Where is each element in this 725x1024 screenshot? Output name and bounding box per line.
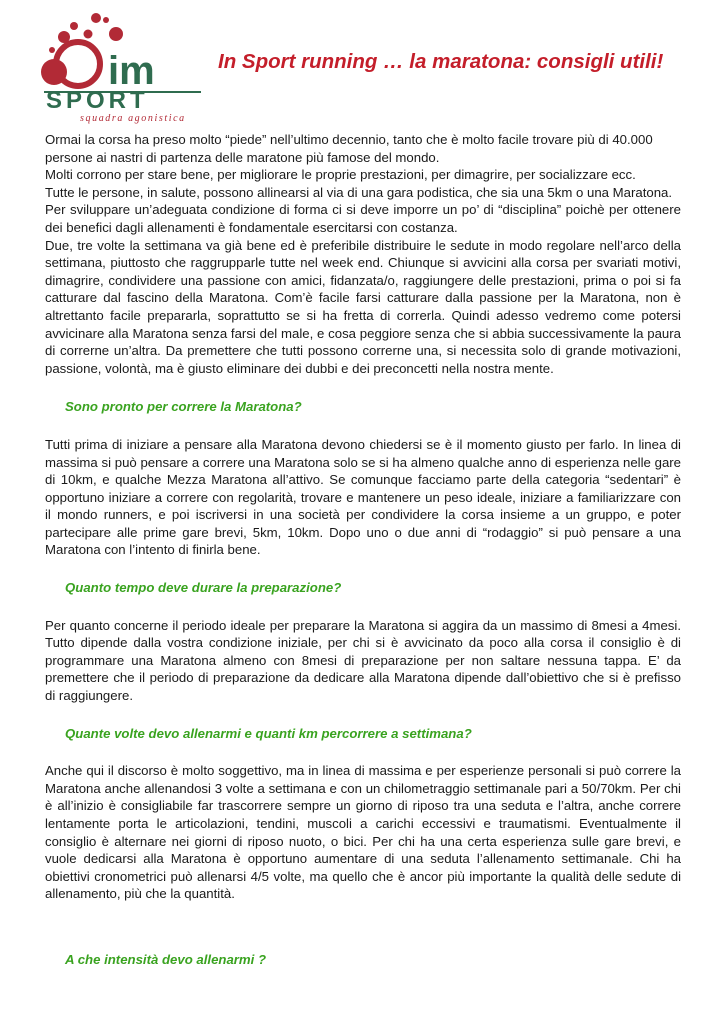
- logo-bubble: [84, 30, 93, 39]
- intro-paragraph: Tutte le persone, in salute, possono allinearsi al via di una gara podistica, che sia una 5km o una Maratona.: [45, 184, 673, 200]
- document-title: In Sport running … la maratona: consigli utili!: [218, 50, 664, 73]
- section-body: Tutti prima di iniziare a pensare alla Maratona devono chiedersi se è il momento giusto per farlo. In linea di massima si può pensare a correre una Maratona solo se si ha almeno qualche anno di esperienza nelle gare di 10km, e qualche Mezza Maratona all’attivo. Se comunque facciamo parte della categoria “sedentari” è opportuno iniziare a correre con regolarità, trovare e mantenere un peso ideale, iniziare a familiarizzare con il mondo runners, e poi iscriversi in una società per condividere la corsa insieme a un gruppo, e poter partecipare alle prime gare brevi, 5km, 10km. Dopo uno o due anni di “rodaggio” si può pensare a una Maratona con l’intento di finirla bene.: [45, 436, 681, 558]
- document-body: [45, 131, 681, 969]
- logo-text-sport: SPORT: [46, 87, 149, 114]
- logo-bubble: [103, 17, 109, 23]
- section-heading: A che intensità devo allenarmi ?: [65, 951, 267, 967]
- im-sport-logo: [36, 12, 206, 124]
- intro-paragraph: Per sviluppare un’adeguata condizione di forma ci si deve imporre un po’ di “disciplina” poichè per ottenere dei benefici dagli allenamenti è fondamentale esercitarsi con costanza.: [45, 202, 681, 235]
- section-body: Anche qui il discorso è molto soggettivo, ma in linea di massima e per esperienze personali si può correre la Maratona anche allenandosi 3 volte a settimana e con un chilometraggio settimanale pari a 50/70km. Per chi è all’inizio è consigliabile far trascorrere sempre un giorno di riposo tra una seduta e l’altra, anche correre lentamente porta le articolazioni, tendini, muscoli a carichi eccessivi e traumatismi. Eventualmente il consiglio è alternare nei giorni di riposo nuoto, o bici. Per chi ha una certa esperienza sulle gare brevi, e vuole dedicarsi alla Maratona è opportuno aumentare di una seduta l’allenamento settimanale. Chi ha obiettivi cronometrici può allenarsi 4/5 volte, ma quello che è ancor più importante la qualità delle sedute di allenamento, più che la quantità.: [45, 763, 681, 902]
- intro-paragraph: Due, tre volte la settimana va già bene ed è preferibile distribuire le sedute in modo regolare nell’arco della settimana, piuttosto che raggrupparle tutte nel week end. Chiunque si avvicini alla corsa per svariati motivi, dimagrire, condividere una passione con amici, fidanzata/o, raggiungere delle prestazioni, prima o poi si fa catturare dal fascino della Maratona. Com’è facile farsi catturare dalla passione per la Maratona, non è altrettanto facile prepararla, soprattutto se si ha fretta di correrla. Quindi adesso vedremo come potersi avvicinare alla Maratona senza farsi del male, e cosa peggiore senza che si abbia successivamente la paura di correrne un’altra. Da premettere che tutti possono correrne una, si necessita solo di grande motivazioni, passione, volontà, ma è giusto eliminare dei dubbi e dei preconcetti nella nostra mente.: [45, 237, 681, 376]
- logo-bubble: [70, 22, 78, 30]
- logo-bubble: [91, 13, 101, 23]
- section-heading: Quante volte devo allenarmi e quanti km percorrere a settimana?: [65, 725, 472, 741]
- logo-ball-small: [109, 27, 123, 41]
- section-body: Per quanto concerne il periodo ideale per preparare la Maratona si aggira da un massimo di 8mesi a 4mesi. Tutto dipende dalla vostra condizione iniziale, per chi si è avvicinato da poco alla corsa il consiglio è di programmare una Maratona almeno con 8mesi di preparazione per non saltare nessuna tappa. E’ da premettere che il periodo di preparazione da dedicare alla Maratona dipende dall’obiettivo che si è prefisso di raggiungere.: [45, 617, 681, 704]
- logo-text-im: im: [108, 49, 155, 93]
- intro-paragraph: Molti corrono per stare bene, per migliorare le proprie prestazioni, per dimagrire, per socializzare ecc.: [45, 167, 636, 183]
- logo-tagline: squadra agonistica: [80, 113, 186, 124]
- intro-paragraph: Ormai la corsa ha preso molto “piede” nell’ultimo decennio, tanto che è molto facile trovare più di 40.000 persone ai nastri di partenza delle maratone più famose del mondo.: [45, 132, 653, 165]
- section-heading: Sono pronto per correre la Maratona?: [65, 399, 302, 415]
- logo-ball: [41, 59, 67, 85]
- logo-bubble: [49, 47, 55, 53]
- section-heading: Quanto tempo deve durare la preparazione?: [65, 580, 342, 596]
